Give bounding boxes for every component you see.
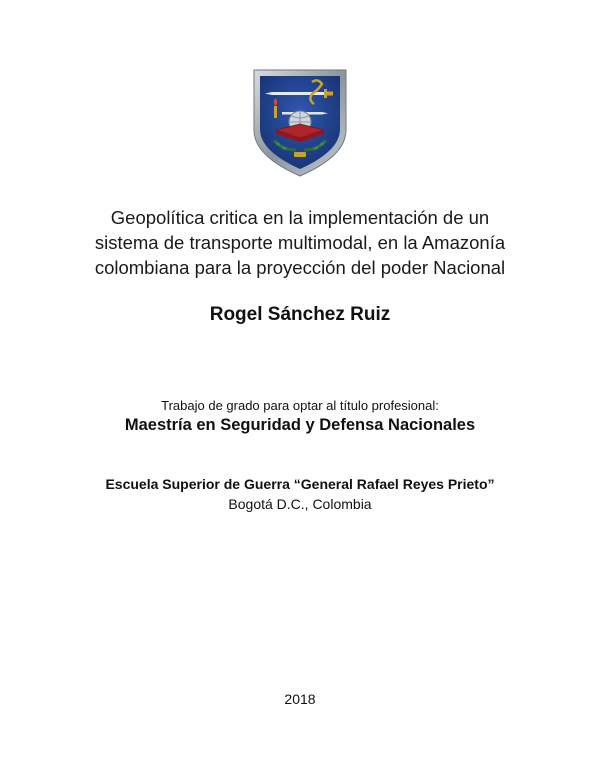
- author-name: Rogel Sánchez Ruiz: [209, 304, 391, 325]
- thesis-title-line-3: colombiana para la proyección del poder Nacional: [94, 257, 506, 278]
- thesis-title-line-2: sistema de transporte multimodal, en la Amazonía: [94, 232, 506, 253]
- publication-year: 2018: [284, 691, 316, 707]
- degree-intro: Trabajo de grado para optar al título profesional:: [161, 398, 439, 413]
- degree-name: Maestría en Seguridad y Defensa Nacionales: [124, 416, 476, 434]
- institution-name: Escuela Superior de Guerra “General Rafael Reyes Prieto”: [105, 476, 495, 492]
- military-school-crest-icon: [252, 68, 348, 178]
- institution-city: Bogotá D.C., Colombia: [228, 496, 372, 512]
- thesis-title-line-1: Geopolítica critica en la implementación de un: [110, 207, 490, 228]
- thesis-title: [60, 205, 540, 280]
